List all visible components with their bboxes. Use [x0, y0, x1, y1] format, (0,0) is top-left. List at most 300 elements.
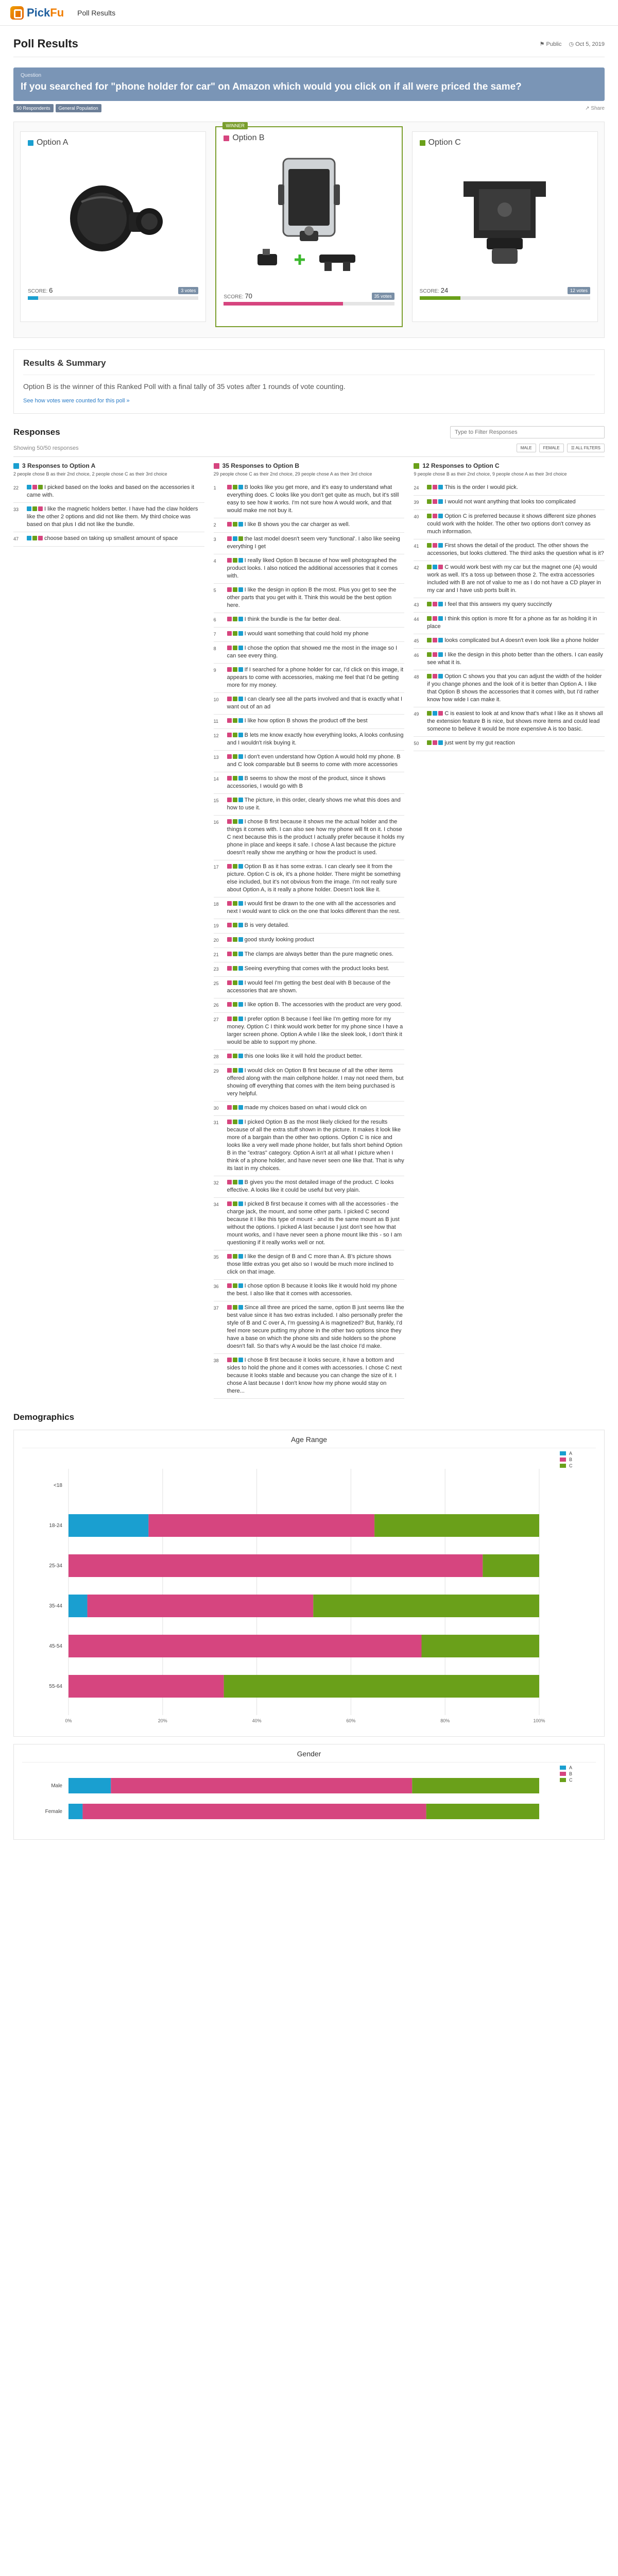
rank-order [227, 1105, 243, 1110]
response-item [414, 613, 605, 634]
rank-color-icon [438, 740, 443, 745]
option-a-score-row: SCORE: 6 3 votes [28, 286, 198, 294]
respondent-number: 40 [414, 514, 419, 519]
response-item [214, 1198, 405, 1250]
respondent-number: 37 [213, 1306, 219, 1311]
response-item [214, 1116, 405, 1176]
rank-color-icon [238, 901, 243, 906]
rank-order [427, 543, 443, 548]
rank-color-icon [227, 646, 232, 650]
rank-color-icon [238, 1180, 243, 1184]
legend-item-b [560, 1457, 572, 1462]
respondent-number: 18 [213, 902, 219, 907]
rank-color-icon [427, 499, 432, 504]
response-text: Since all three are priced the same, option B just seems like the best value since it has two extras included. I also personally prefer the style of B and C over A, I'm guessing A is magnetized? But, frankly, I'd feel more secure putting my phone in the other two options since they have a base on which the phone sits and side holders so the phone doesn't fall. So that's why A would be the last choice I'd make. [227, 1304, 404, 1349]
rank-color-icon [233, 980, 237, 985]
response-item [214, 751, 405, 772]
bar-segment-b [68, 1554, 483, 1577]
response-column-b [214, 462, 405, 1399]
pickfu-logo[interactable] [10, 6, 64, 20]
rank-order [427, 740, 443, 745]
rank-order [227, 1305, 243, 1310]
response-item [214, 948, 405, 962]
rank-color-icon [233, 754, 237, 759]
response-columns [13, 462, 605, 1399]
responses-title: Responses [13, 427, 60, 437]
column-header: 3 Responses to Option A [13, 462, 204, 469]
response-text: I think this option is more fit for a phone as far as holding it in place [427, 616, 597, 630]
results-summary [13, 349, 605, 414]
rank-color-icon [238, 1002, 243, 1007]
response-item [214, 860, 405, 897]
rank-order [227, 485, 243, 489]
rank-color-icon [238, 1105, 243, 1110]
rank-order [227, 1068, 243, 1073]
response-item [214, 518, 405, 533]
rank-color-icon [227, 980, 232, 985]
rank-color-icon [233, 1120, 237, 1124]
column-header: 12 Responses to Option C [414, 462, 605, 469]
response-text: I feel that this answers my query succinctly [427, 601, 552, 609]
rank-color-icon [233, 631, 237, 636]
response-item [214, 584, 405, 613]
respondent-number: 9 [213, 668, 216, 673]
respondent-number: 47 [13, 536, 19, 541]
response-item [214, 642, 405, 664]
rank-color-icon [233, 485, 237, 489]
vote-count-link[interactable]: See how votes were counted for this poll » [23, 398, 130, 404]
rank-color-icon [238, 1068, 243, 1073]
filter-male-button[interactable]: MALE [517, 444, 536, 452]
response-text: I like B shows you the car charger as well. [227, 521, 350, 529]
response-text: I prefer option B because I feel like I'm getting more for my money. Option C I think would work better for my phone since I have a larger screen phone. Option A while I like the sleek look, I don't think it would be able to support my phone. [227, 1016, 403, 1045]
rank-color-icon [233, 1305, 237, 1310]
rank-color-icon [433, 711, 437, 716]
rank-color-icon [238, 558, 243, 563]
rank-color-icon [233, 1254, 237, 1259]
response-text: I like option B. The accessories with the product are very good. [227, 1001, 402, 1009]
all-filters-button[interactable]: ☰ ALL FILTERS [567, 444, 605, 452]
column-header: 35 Responses to Option B [214, 462, 405, 469]
respondent-number: 48 [414, 674, 419, 680]
response-text: B is very detailed. [227, 922, 289, 930]
rank-color-icon [227, 966, 232, 971]
response-text: I like how option B shows the product off the best [227, 717, 368, 725]
rank-color-icon [438, 638, 443, 642]
rank-color-icon [433, 602, 437, 606]
bar-segment-b [111, 1778, 412, 1793]
response-text: I would first be drawn to the one with all the accessories and next I would want to click on the one that looks different than the rest. [227, 901, 401, 914]
rank-color-icon [227, 1016, 232, 1021]
rank-color-icon [233, 1054, 237, 1058]
respondent-number: 3 [213, 537, 216, 542]
rank-color-icon [438, 565, 443, 569]
rank-order [427, 711, 443, 716]
rank-color-icon [227, 1105, 232, 1110]
response-text: B looks like you get more, and it's easy to understand what everything does. C looks like you don't get quite as much, but it's still easy to see how it works. I'm not sure how A would work, and that would make me not buy it. [227, 484, 399, 514]
option-a-header: Option A [28, 138, 198, 147]
visibility-label: ⚑ Public [539, 41, 562, 47]
respondent-number: 20 [213, 938, 219, 943]
rank-color-icon [433, 616, 437, 621]
response-item [214, 1064, 405, 1101]
response-text: The clamps are always better than the pure magnetic ones. [227, 951, 393, 959]
response-item [13, 532, 204, 547]
options-panel [13, 122, 605, 338]
option-b-score: 70 [245, 292, 252, 300]
option-a-score: 6 [49, 286, 53, 294]
logo-text-fu: Fu [50, 6, 64, 19]
response-text: made my choices based on what i would click on [227, 1104, 367, 1112]
category-label: 18-24 [49, 1523, 62, 1529]
respondent-number: 19 [213, 923, 219, 928]
rank-color-icon [233, 819, 237, 824]
response-text: I can clearly see all the parts involved and that is exactly what I want out of an ad [227, 696, 402, 710]
respondent-number: 42 [414, 565, 419, 570]
rank-color-icon [238, 1016, 243, 1021]
rank-color-icon [233, 558, 237, 563]
rank-order [427, 565, 443, 569]
option-color-icon [214, 463, 219, 469]
rank-color-icon [433, 740, 437, 745]
rank-color-icon [238, 733, 243, 737]
response-text: looks complicated but A doesn't even look like a phone holder [427, 637, 598, 645]
respondent-number: 12 [213, 733, 219, 738]
filter-female-button[interactable]: FEMALE [539, 444, 564, 452]
rank-order [227, 1201, 243, 1206]
rank-color-icon [32, 485, 37, 489]
response-text: I would not want anything that looks too complicated [427, 498, 575, 506]
rank-color-icon [233, 733, 237, 737]
bar-segment-b [68, 1635, 422, 1657]
response-text: I chose option B because it looks like it would hold my phone the best. I also like that it comes with accessories. [227, 1283, 397, 1297]
rank-color-icon [233, 536, 237, 541]
legend-item-a [560, 1451, 572, 1456]
rank-color-icon [227, 617, 232, 621]
response-item [214, 934, 405, 948]
rank-color-icon [227, 798, 232, 802]
respondent-number: 39 [414, 500, 419, 505]
response-text: I like the design in option B the most. Plus you get to see the other parts that you get with it. Think this would be the best option here. [227, 587, 397, 608]
option-card-a[interactable] [20, 131, 206, 322]
response-item [414, 707, 605, 737]
respondent-number: 26 [213, 1003, 219, 1008]
respondent-number: 11 [213, 719, 219, 724]
rank-color-icon [227, 754, 232, 759]
legend-item-b [560, 1771, 572, 1776]
rank-order [227, 646, 243, 650]
option-b-color-icon [224, 135, 229, 141]
rank-order [227, 1016, 243, 1021]
share-link[interactable]: ↗ Share [585, 105, 605, 111]
response-text: I picked Option B as the most likely clicked for the results because of all the extra stuff shown in the picture. It makes it look like more of a bargain than the other two options. Option C is nice and looks like a very well made phone holder, but falls short behind Option B in the "extras" category. Option A isn't at all what I picture when I think of a phone holder, and have never seen one like that. That is why its last in my choices. [227, 1119, 404, 1172]
bar-segment-c [426, 1804, 539, 1819]
response-item [214, 1050, 405, 1064]
showing-count: Showing 50/50 responses [13, 445, 79, 451]
rank-order [227, 1120, 243, 1124]
rank-order [427, 485, 443, 489]
response-item [214, 998, 405, 1013]
rank-color-icon [433, 638, 437, 642]
rank-order [227, 667, 243, 672]
respondent-number: 1 [213, 485, 216, 490]
rank-color-icon [238, 819, 243, 824]
rank-color-icon [227, 631, 232, 636]
rank-color-icon [427, 711, 432, 716]
response-text: good sturdy looking product [227, 936, 314, 944]
respondent-number: 34 [213, 1202, 219, 1207]
response-text: B lets me know exactly how everything looks, A looks confusing and I wouldn't risk buying it. [227, 732, 404, 746]
bar-segment-c [313, 1595, 539, 1617]
rank-order [427, 674, 443, 679]
respondent-number: 29 [213, 1069, 219, 1074]
option-c-score-bar [420, 296, 590, 300]
rank-color-icon [227, 1358, 232, 1362]
rank-color-icon [233, 1002, 237, 1007]
respondent-number: 25 [213, 981, 219, 986]
rank-color-icon [27, 536, 31, 540]
response-item [214, 554, 405, 584]
response-text: I think the bundle is the far better deal. [227, 616, 341, 624]
rank-order [227, 1054, 243, 1058]
rank-color-icon [227, 587, 232, 592]
respondent-number: 6 [213, 617, 216, 622]
bar-segment-a [68, 1778, 111, 1793]
rank-color-icon [238, 776, 243, 781]
option-c-image[interactable] [420, 156, 590, 279]
rank-color-icon [427, 565, 432, 569]
response-text: just went by my gut reaction [427, 739, 514, 748]
rank-order [227, 1002, 243, 1007]
rank-color-icon [433, 652, 437, 657]
rank-color-icon [238, 631, 243, 636]
legend-item-a [560, 1765, 572, 1770]
rank-color-icon [433, 543, 437, 548]
response-item [214, 816, 405, 860]
rank-color-icon [238, 754, 243, 759]
demographics-title: Demographics [13, 1412, 75, 1422]
response-text: I like the design in this photo better than the others. I can easily see what it is. [427, 652, 603, 666]
rank-color-icon [238, 1358, 243, 1362]
response-text: If I searched for a phone holder for car, I'd click on this image, it appears to come with accessories, making me feel that I'd be getting more for my money. [227, 667, 404, 688]
tag-respondents[interactable]: 50 Respondents [13, 104, 54, 112]
rank-color-icon [438, 543, 443, 548]
question-box [13, 67, 605, 101]
rank-color-icon [427, 543, 432, 548]
rank-color-icon [438, 652, 443, 657]
age-range-title: Age Range [22, 1435, 596, 1448]
rank-color-icon [227, 1054, 232, 1058]
rank-order [227, 980, 243, 985]
filter-responses-input[interactable] [450, 426, 605, 438]
rank-color-icon [227, 901, 232, 906]
column-subtitle: 2 people chose B as their 2nd choice, 2 people chose C as their 3rd choice [13, 471, 167, 477]
rank-color-icon [38, 506, 43, 511]
rank-color-icon [238, 718, 243, 723]
respondent-number: 13 [213, 755, 219, 760]
option-c-votes: 12 votes [568, 287, 590, 294]
rank-order [427, 602, 443, 606]
rank-color-icon [427, 740, 432, 745]
x-tick-label: 20% [158, 1718, 167, 1723]
option-b-score-bar [224, 302, 394, 306]
nav-page-name: Poll Results [77, 8, 116, 17]
respondent-number: 33 [13, 507, 19, 512]
rank-color-icon [38, 536, 43, 540]
gender-title: Gender [22, 1750, 596, 1762]
rank-order [427, 652, 443, 657]
top-bar [0, 0, 618, 26]
x-tick-label: 60% [346, 1718, 356, 1723]
rank-color-icon [233, 646, 237, 650]
rank-order [227, 697, 243, 701]
response-text: C would work best with my car but the magnet one (A) would work as well. It's a toss up between those 2. The extra accessories included with B are not of value to me as I do not have a CD player in my car and I have usb ports built in. [427, 564, 601, 594]
column-subtitle: 9 people chose B as their 2nd choice, 9 people chose A as their 3rd choice [414, 471, 567, 477]
rank-color-icon [438, 514, 443, 518]
rank-order [227, 522, 243, 527]
response-text: Seeing everything that comes with the product looks best. [227, 965, 389, 973]
option-card-b[interactable] [215, 123, 402, 327]
response-text: B seems to show the most of the product, since it shows accessories, I would go with B [227, 775, 386, 789]
response-item [214, 693, 405, 715]
poll-meta [540, 41, 605, 47]
option-c-score-fill [420, 296, 461, 300]
response-item [214, 1250, 405, 1280]
rank-order [227, 901, 243, 906]
response-item [13, 481, 204, 503]
bar-segment-a [68, 1804, 82, 1819]
rank-color-icon [227, 697, 232, 701]
rank-order [227, 966, 243, 971]
rank-color-icon [238, 798, 243, 802]
respondent-number: 46 [414, 653, 419, 658]
rank-color-icon [238, 864, 243, 869]
rank-order [227, 631, 243, 636]
page-header [13, 26, 605, 57]
respondent-number: 50 [414, 741, 419, 746]
rank-order [227, 776, 243, 781]
response-item [414, 634, 605, 649]
response-item [214, 1280, 405, 1301]
rank-color-icon [238, 536, 243, 541]
rank-color-icon [32, 536, 37, 540]
rank-color-icon [238, 1283, 243, 1288]
age-range-svg [22, 1448, 596, 1726]
x-tick-label: 0% [65, 1718, 72, 1723]
response-item [214, 962, 405, 977]
rank-color-icon [233, 522, 237, 527]
rank-color-icon [427, 638, 432, 642]
rank-order [227, 819, 243, 824]
rank-color-icon [227, 733, 232, 737]
response-text: this one looks like it will hold the product better. [227, 1053, 363, 1061]
category-label: <18 [54, 1483, 62, 1488]
response-text: I don't even understand how Option A would hold my phone. B and C look comparable but B seems to come with more accessories [227, 754, 401, 768]
rank-color-icon [227, 718, 232, 723]
responses-subheader [13, 444, 605, 457]
respondent-number: 5 [213, 588, 216, 593]
rank-color-icon [433, 674, 437, 679]
rank-color-icon [238, 667, 243, 672]
rank-color-icon [227, 952, 232, 956]
option-color-icon [414, 463, 419, 469]
response-text: Option B as it has some extras. I can clearly see it from the picture. Option C is ok, it's a phone holder. There might be something else included, but it's not obvious from the image. I'm not really sure about Option A, is it really a phone holder. Doesn't look like it. [227, 863, 401, 893]
svg-text:B: B [569, 1457, 573, 1462]
x-tick-label: 100% [533, 1718, 545, 1723]
rank-color-icon [227, 536, 232, 541]
response-item [214, 794, 405, 816]
respondent-number: 10 [213, 697, 219, 702]
rank-color-icon [227, 1068, 232, 1073]
option-c-score: 24 [440, 286, 449, 294]
rank-order [227, 952, 243, 956]
rank-order [227, 617, 243, 621]
respondent-number: 41 [414, 544, 419, 549]
bar-segment-c [422, 1635, 540, 1657]
rank-order [427, 514, 443, 518]
rank-color-icon [433, 499, 437, 504]
respondent-number: 45 [414, 638, 419, 643]
option-card-c[interactable] [412, 131, 598, 322]
response-text: choose based on taking up smallest amount of space [27, 535, 178, 543]
response-text: I would feel I'm getting the best deal with B because of the accessories that are shown. [227, 980, 391, 994]
svg-text:B: B [569, 1771, 573, 1776]
respondent-number: 43 [414, 602, 419, 607]
rank-color-icon [238, 1054, 243, 1058]
column-subtitle: 29 people chose C as their 2nd choice, 29 people chose A as their 3rd choice [213, 471, 372, 477]
response-text: I chose B first because it looks secure, it have a bottom and sides to hold the phone and it comes with accessories. I chose C next because it looks stable and because you can change the size of it. I chose A last because I don't know how my phone would stay on there... [227, 1357, 402, 1394]
rank-color-icon [233, 952, 237, 956]
category-label: 45-54 [49, 1643, 62, 1649]
rank-color-icon [238, 522, 243, 527]
response-item [414, 670, 605, 707]
option-b-score-fill [224, 302, 343, 306]
rank-order [227, 536, 243, 541]
rank-color-icon [38, 485, 43, 489]
rank-color-icon [27, 485, 31, 489]
response-item [214, 729, 405, 751]
rank-color-icon [233, 1201, 237, 1206]
response-text: Option C is preferred because it shows different size phones could work with the holder. The other two options don't convey as much information. [427, 513, 596, 535]
rank-color-icon [32, 506, 37, 511]
option-a-image[interactable] [28, 156, 198, 279]
response-text: Option C shows you that you can adjust the width of the holder if you change phones and the look of it is better than Option A. I like that Option B shows the accessories that it comes with, but I'd rather know how wide I can make it. [427, 673, 602, 703]
response-item [214, 1101, 405, 1116]
bar-segment-c [483, 1554, 539, 1577]
response-item [414, 598, 605, 613]
rank-order [227, 558, 243, 563]
response-item [214, 1176, 405, 1198]
response-text: the last model doesn't seem very 'functional'. I also like seeing everything I get [227, 536, 400, 550]
option-a-color-icon [28, 140, 33, 146]
respondent-number: 30 [213, 1106, 219, 1111]
category-label: 25-34 [49, 1563, 62, 1569]
rank-color-icon [238, 1201, 243, 1206]
response-item [214, 897, 405, 919]
rank-color-icon [238, 646, 243, 650]
bar-segment-b [148, 1514, 374, 1537]
tag-population[interactable]: General Population [56, 104, 101, 112]
respondent-number: 14 [213, 776, 219, 782]
respondent-number: 28 [213, 1054, 219, 1059]
gender-chart [13, 1744, 605, 1840]
option-c-color-icon [420, 140, 425, 146]
response-item [214, 1301, 405, 1354]
rank-color-icon [227, 558, 232, 563]
bar-segment-b [88, 1595, 314, 1617]
rank-order [227, 937, 243, 942]
option-b-image[interactable] [224, 151, 394, 285]
